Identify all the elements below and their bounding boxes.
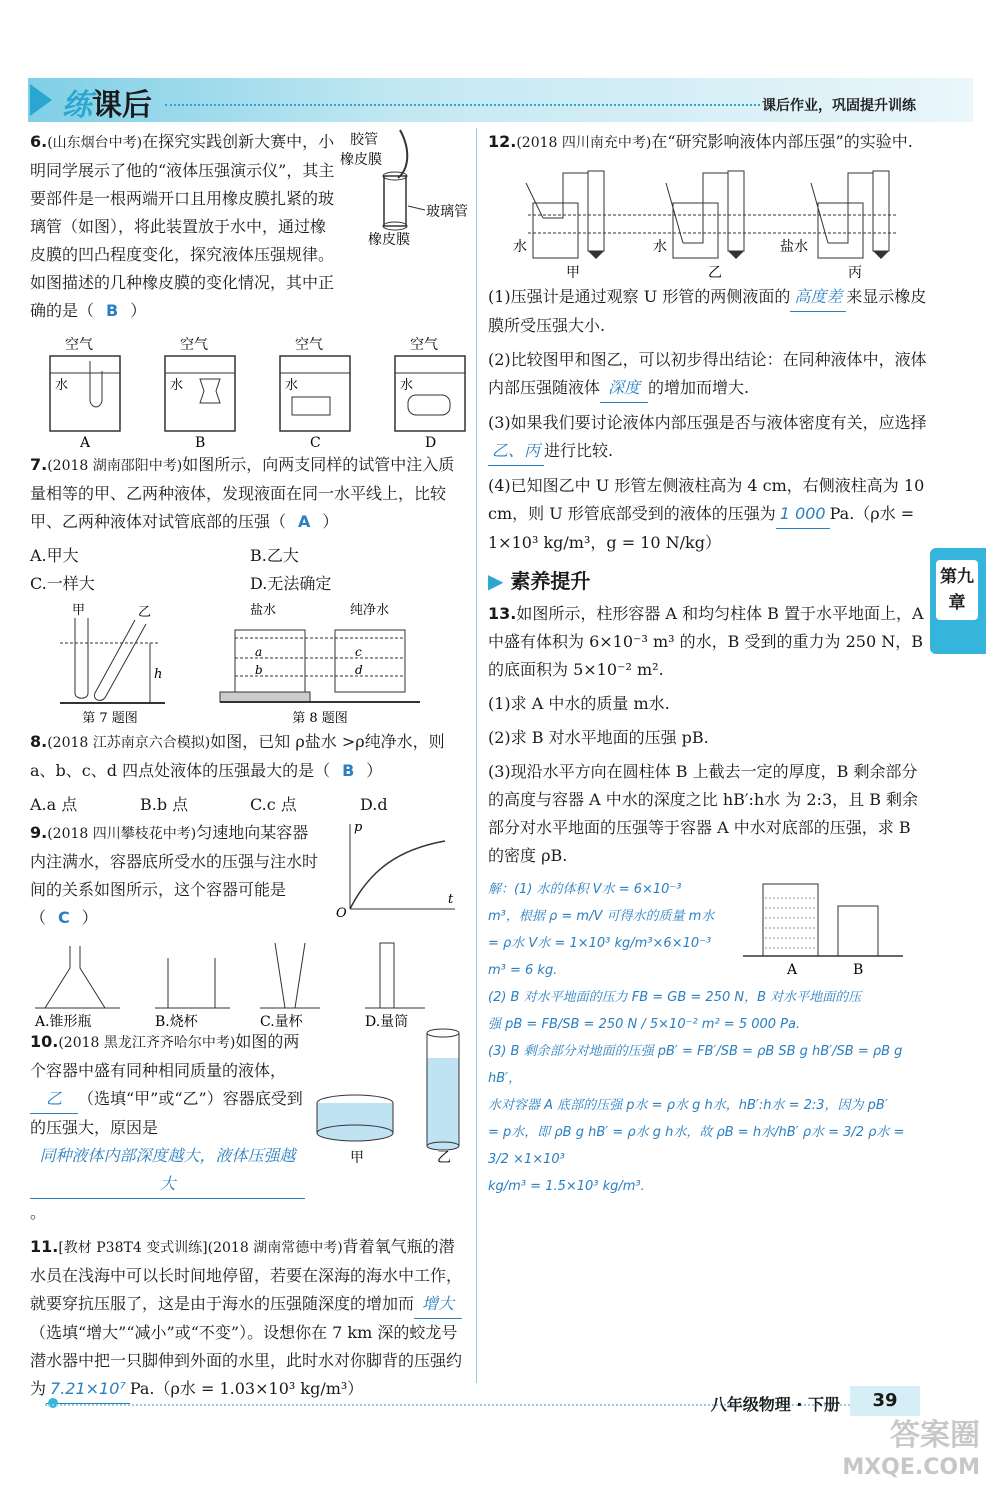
svg-text:p: p (354, 820, 363, 835)
question-10: 10.(2018 黑龙江齐齐哈尔中考)如图的两个容器中盛有同种相同质量的液体，乙 （选填“甲”或“乙”）容器底受到的压强大，原因是同种液体内部深度越大，液体压强越大。 甲 乙 (30, 1028, 470, 1227)
question-7: 7.(2018 湖南邵阳中考)如图所示，向两支同样的试管中注入质量相等的甲、乙两种液体，发现液面在同一水平线上，比较甲、乙两种液体对试管底部的压强（ A ） A.甲大 B.乙大 C.一样大 D.无法确定 甲 乙 h 第 7 题图 盐水 纯净水 a b c d 第 8 题图 (30, 451, 470, 728)
page-header-title (62, 80, 152, 124)
question-number: 12. (488, 132, 517, 151)
option-d: D.量筒 (365, 1014, 409, 1028)
question-text: 如图，已知 ρ盐水 >ρ纯净水，则 a、b、c、d 四点处液体的压强最大的是（ (30, 732, 445, 780)
answer-blank: 增大 (414, 1290, 462, 1319)
svg-text:水: 水 (55, 378, 69, 393)
question-12 (488, 128, 928, 557)
svg-text:t: t (448, 892, 454, 907)
question-source: (山东烟台中考) (47, 135, 143, 151)
label-jiaoguan: 胶管 (350, 132, 378, 148)
question-number: 11. (30, 1237, 59, 1256)
header-subtitle: 课后作业，巩固提升训练 (762, 98, 916, 114)
footer-dot-icon (48, 1398, 58, 1408)
question-number: 9. (30, 823, 48, 842)
svg-text:水: 水 (170, 378, 184, 393)
svg-text:盐水: 盐水 (250, 603, 277, 618)
question-number: 13. (488, 604, 517, 623)
question-source: (2018 江苏南京六合模拟) (47, 735, 211, 751)
column-divider (476, 128, 477, 1383)
footer-book-title: 八年级物理 · 下册 (710, 1395, 840, 1414)
q12-sub-3: (3)如果我们要讨论液体内部压强是否与液体密度有关，应选择乙、丙 进行比较. (488, 409, 928, 466)
question-source: [教材 P38T4 变式训练](2018 湖南常德中考) (58, 1240, 343, 1256)
svg-text:A: A (787, 962, 798, 978)
svg-text:甲: 甲 (72, 603, 86, 618)
q6-device-figure (340, 128, 470, 248)
right-column (488, 128, 928, 1200)
svg-text:O: O (336, 906, 347, 919)
answer-blank: 高度差 (790, 283, 846, 312)
fig8-containers (220, 602, 420, 726)
svg-text:乙: 乙 (138, 605, 152, 620)
q7-q8-figures (30, 598, 470, 728)
svg-text:a: a (255, 645, 263, 659)
q10-containers (315, 1028, 470, 1168)
label-xiangpimo-bottom: 橡皮膜 (368, 232, 410, 248)
option-b: B.烧杯 (155, 1014, 198, 1028)
option-panel-c (280, 336, 350, 451)
q13-sub-3: (3)现沿水平方向在圆柱体 B 上截去一定的厚度，B 剩余部分的高度与容器 A 中水的深度之比 hB′:h水 为 2:3，且 B 剩余部分对水平地面的压强等于容器 A 中水对底部的压强，求 B 的密度 ρB. (488, 762, 919, 865)
svg-text:A: A (80, 435, 91, 451)
option-panel-b (165, 336, 235, 451)
header-title-char: 练 (62, 88, 92, 123)
section-title: ▶ 素养提升 (488, 569, 591, 593)
chapter-tab-label: 第九章 (936, 560, 978, 620)
label-bolilguan: 玻璃管 (426, 204, 468, 220)
question-source: (2018 四川南充中考) (516, 135, 652, 151)
setup-yi (653, 171, 744, 281)
q13-sub-1: (1)求 A 中水的质量 m水. (488, 694, 670, 713)
svg-text:甲: 甲 (566, 265, 580, 281)
fig7-test-tubes (60, 603, 165, 726)
answer-blank: 同种液体内部深度越大，液体压强越大 (30, 1142, 305, 1199)
section-marker-icon: ▶ (488, 569, 504, 593)
option-panel-d (395, 336, 465, 451)
svg-text:c: c (355, 645, 362, 659)
question-text: 在“研究影响液体内部压强”的实验中. (651, 132, 913, 151)
svg-text:纯净水: 纯净水 (350, 603, 390, 618)
option-d: D.d (360, 795, 388, 814)
answer-blank: 7.21×10⁷ (46, 1375, 130, 1404)
header-title-rest: 课后 (92, 88, 152, 123)
option-b: B.b 点 (140, 795, 189, 814)
svg-text:D: D (425, 435, 437, 451)
svg-text:B: B (195, 435, 206, 451)
play-arrow-icon (30, 84, 52, 116)
setup-jia (513, 171, 604, 281)
q13-figure (733, 876, 913, 986)
svg-text:水: 水 (285, 378, 299, 393)
svg-text:空气: 空气 (410, 337, 438, 353)
q12-sub-1: (1)压强计是通过观察 U 形管的两侧液面的 高度差 来显示橡皮膜所受压强大小. (488, 283, 928, 340)
answer-choice: C (58, 908, 70, 927)
svg-text:乙: 乙 (708, 265, 722, 281)
option-a: A.锥形瓶 (35, 1014, 92, 1028)
svg-text:甲: 甲 (350, 1150, 364, 1166)
q12-pressure-gauge-figure (488, 163, 908, 283)
question-number: 8. (30, 732, 48, 751)
watermark: 答案圈 MXQE.COM (842, 1418, 980, 1480)
svg-text:盐水: 盐水 (780, 239, 808, 255)
question-9: 9.(2018 四川攀枝花中考)匀速地向某容器内注满水，容器底所受水的压强与注水时间的关系如图所示，这个容器可能是（ C ） p t O A.锥形瓶 B.烧杯 C.量杯 D.量筒 (30, 819, 470, 1028)
option-d: D.无法确定 (250, 574, 332, 593)
question-source: (2018 四川攀枝花中考) (47, 826, 197, 842)
option-c: C.一样大 (30, 574, 95, 593)
svg-text:第 8 题图: 第 8 题图 (292, 711, 348, 726)
svg-text:水: 水 (400, 378, 414, 393)
svg-text:b: b (255, 663, 263, 677)
option-panel-a (50, 336, 120, 451)
question-number: 10. (30, 1032, 59, 1051)
question-text: 如图的两个容器中盛有同种相同质量的液体， (30, 1032, 300, 1080)
answer-choice: B (342, 761, 355, 780)
label-xiangpimo-top: 橡皮膜 (340, 152, 382, 168)
left-column (30, 128, 470, 1410)
svg-text:空气: 空气 (295, 337, 323, 353)
header-dotted-line (165, 104, 760, 106)
q9-pressure-time-graph (330, 819, 460, 919)
option-a: A.甲大 (30, 546, 79, 565)
svg-text:乙: 乙 (437, 1150, 451, 1166)
svg-text:第 7 题图: 第 7 题图 (82, 711, 138, 726)
answer-blank: 乙、丙 (488, 437, 544, 466)
question-source: (2018 黑龙江齐齐哈尔中考) (58, 1035, 236, 1051)
svg-text:丙: 丙 (848, 265, 862, 281)
q8-options (30, 791, 470, 819)
question-number: 7. (30, 455, 48, 474)
option-b: B.乙大 (250, 546, 299, 565)
svg-text:水: 水 (513, 239, 527, 255)
q12-sub-4: (4)已知图乙中 U 形管左侧液柱高为 4 cm，右侧液柱高为 10 cm，则 U 形管底部受到的液体的压强为 1 000 Pa.（ρ水 = 1×10³ kg/m³，g = 10 N/kg） (488, 476, 925, 552)
answer-choice: A (298, 512, 311, 531)
question-13 (488, 600, 928, 1200)
svg-text:d: d (355, 663, 363, 677)
page-number: 39 (850, 1386, 920, 1416)
q9-containers (30, 938, 470, 1028)
question-11: 11.[教材 P38T4 变式训练](2018 湖南常德中考)背着氧气瓶的潜水员在浅海中可以长时间地停留，若要在深海的海水中工作，就要穿抗压服了，这是由于海水的压强随深度的增加而 增大（选填“增大”“减小”或“不变”）。设想你在 7 km 深的蛟龙号潜水器中把一只脚伸到外面的水里，此时水对你脚背的压强约为 7.21×10⁷ Pa.（ρ水 = 1.03×10³ kg/m³） (30, 1233, 470, 1404)
svg-text:空气: 空气 (180, 337, 208, 353)
question-text: 如图所示，向两支同样的试管中注入质量相等的甲、乙两种液体，发现液面在同一水平线上，比较甲、乙两种液体对试管底部的压强（ (30, 455, 455, 531)
svg-text:h: h (154, 667, 163, 682)
question-6: 6.(山东烟台中考)在探究实践创新大赛中，小明同学展示了他的“液体压强演示仪”，其主要部件是一根两端开口且用橡皮膜扎紧的玻璃管（如图），将此装置放于水中，通过橡皮膜的凹凸程度变化，探究液体压强规律。如图描述的几种橡皮膜的变化情况，其中正确的是（ B ） 胶管 橡皮膜 玻璃管 橡皮膜 空气 水 A 空气 水 B 空气 水 C 空气 水 D (30, 128, 470, 451)
question-text: 背着氧气瓶的潜水员在浅海中可以长时间地停留，若要在深海的海水中工作，就要穿抗压服了，这是由于海水的压强随深度的增加而 (30, 1237, 463, 1313)
q6-options-figure (30, 331, 470, 451)
question-text: 在探究实践创新大赛中，小明同学展示了他的“液体压强演示仪”，其主要部件是一根两端开口且用橡皮膜扎紧的玻璃管（如图），将此装置放于水中，通过橡皮膜的凹凸程度变化，探究液体压强规律。如图描述的几种橡皮膜的变化情况，其中正确的是（ (30, 132, 335, 320)
svg-text:B: B (853, 962, 864, 978)
svg-text:水: 水 (653, 239, 667, 255)
question-source: (2018 湖南邵阳中考) (47, 458, 183, 474)
setup-bing (780, 171, 889, 281)
question-text: 如图所示，柱形容器 A 和均匀柱体 B 置于水平地面上，A 中盛有体积为 6×10⁻³ m³ 的水，B 受到的重力为 250 N，B 的底面积为 5×10⁻² m². (488, 604, 924, 679)
question-8: 8.(2018 江苏南京六合模拟)如图，已知 ρ盐水 >ρ纯净水，则 a、b、c、d 四点处液体的压强最大的是（ B ） A.a 点 B.b 点 C.c 点 D.d (30, 728, 470, 819)
option-a: A.a 点 (30, 795, 78, 814)
question-text: 匀速地向某容器内注满水，容器底所受水的压强与注水时间的关系如图所示，这个容器可能是（ (30, 823, 319, 927)
q7-options (30, 542, 470, 598)
answer-blank: 深度 (600, 374, 648, 403)
answer-blank: 1 000 (776, 500, 830, 529)
answer-blank: 乙 (30, 1085, 78, 1114)
svg-text:空气: 空气 (65, 337, 93, 353)
q12-sub-2: (2)比较图甲和图乙，可以初步得出结论：在同种液体中，液体内部压强随液体 深度 的增加而增大. (488, 346, 928, 403)
svg-text:C: C (310, 435, 321, 451)
option-c: C.量杯 (260, 1014, 303, 1028)
question-number: 6. (30, 132, 48, 151)
answer-choice: B (106, 301, 119, 320)
q13-sub-2: (2)求 B 对水平地面的压强 pB. (488, 728, 709, 747)
q13-solution: 解：(1) 水的体积 V水 = 6×10⁻³ m³，根据 ρ = m/V 可得水的质量 m水 = ρ水 V水 = 1×10³ kg/m³×6×10⁻³ m³ = 6 kg. (2) B 对水平地面的压力 FB = GB = 250 N，B 对水平地面的压 强 pB = FB/SB = 250 N / 5×10⁻² m² = 5 000 Pa. (3) B 剩余部分对地面的压强 pB′ = FB′/SB = ρB SB g hB′/SB = ρB g hB′， 水对容器 A 底部的压强 p水 = ρ水 g h水，hB′:h水 = 2:3，因为 pB′ = p水，即 ρB g hB′ = ρ水 g h水，故 ρB = h水/hB′ ρ水 = 3/2 ρ水 = 3/2 ×1×10³ kg/m³ = 1.5×10³ kg/m³. (488, 882, 905, 1194)
q13-solution-area (488, 876, 928, 1200)
option-c: C.c 点 (250, 795, 297, 814)
